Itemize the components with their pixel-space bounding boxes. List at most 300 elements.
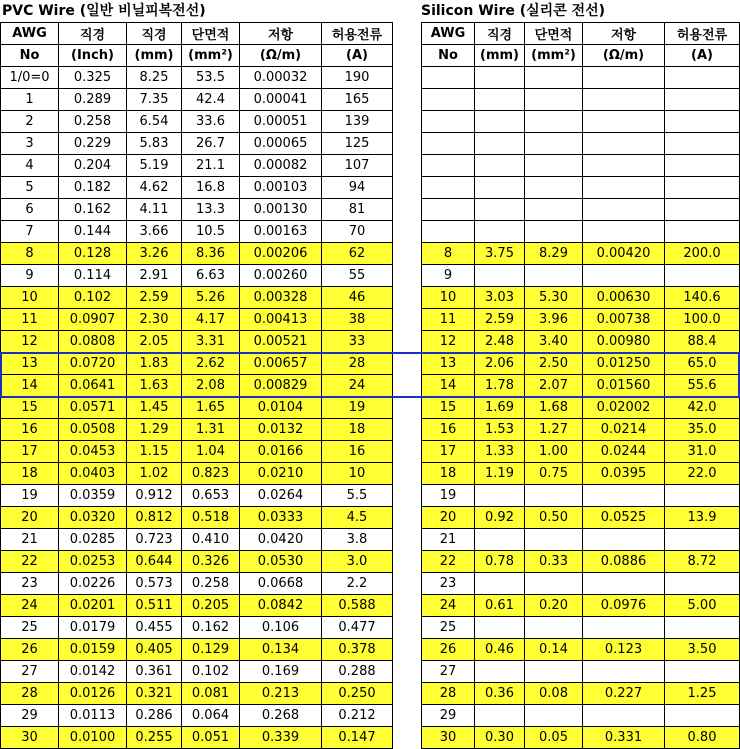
table-cell: 28 [322, 353, 393, 375]
table-cell [665, 133, 740, 155]
table-cell [665, 705, 740, 727]
table-cell: 100.0 [665, 309, 740, 331]
table-cell: 0.823 [182, 463, 240, 485]
table-cell [475, 221, 525, 243]
table-cell [665, 661, 740, 683]
table-cell [583, 221, 665, 243]
table-row [422, 705, 740, 727]
table-cell: 2.48 [475, 331, 525, 353]
table-cell: 15 [422, 397, 475, 419]
table-cell: 0.0320 [59, 507, 127, 529]
table-cell: 5.00 [665, 595, 740, 617]
table-cell: 42.4 [182, 89, 240, 111]
table-row [1, 155, 393, 177]
table-cell: 24 [422, 595, 475, 617]
header-current: 허용전류 [665, 23, 740, 45]
table-cell: 125 [322, 133, 393, 155]
table-cell [422, 67, 475, 89]
table-row [422, 221, 740, 243]
header-awg-no: No [1, 45, 59, 67]
table-cell: 165 [322, 89, 393, 111]
table-cell: 3.0 [322, 551, 393, 573]
table-cell: 0.286 [127, 705, 182, 727]
table-cell: 17 [422, 441, 475, 463]
table-cell: 0.147 [322, 727, 393, 749]
table-row [1, 221, 393, 243]
table-row [422, 353, 740, 375]
table-cell: 0.102 [182, 661, 240, 683]
table-row [1, 617, 393, 639]
table-row [422, 683, 740, 705]
pvc-table-title: PVC Wire (일반 비닐피복전선) [2, 3, 206, 19]
table-row [1, 309, 393, 331]
table-cell [583, 705, 665, 727]
table-cell: 0.0530 [240, 551, 322, 573]
table-row [422, 243, 740, 265]
table-cell: 0.227 [583, 683, 665, 705]
table-cell: 6 [1, 199, 59, 221]
table-cell: 0.128 [59, 243, 127, 265]
table-cell: 0.653 [182, 485, 240, 507]
header-unit-mm2: (mm²) [525, 45, 583, 67]
table-cell: 0.0907 [59, 309, 127, 331]
table-row [1, 265, 393, 287]
table-cell [583, 133, 665, 155]
table-row [422, 287, 740, 309]
table-cell: 0.30 [475, 727, 525, 749]
header-unit-mm: (mm) [127, 45, 182, 67]
table-cell: 0.0886 [583, 551, 665, 573]
table-cell: 0.00328 [240, 287, 322, 309]
table-cell: 9 [1, 265, 59, 287]
table-cell: 11 [1, 309, 59, 331]
table-cell [525, 529, 583, 551]
table-cell: 0.0976 [583, 595, 665, 617]
table-cell: 46 [322, 287, 393, 309]
table-cell [583, 177, 665, 199]
table-cell: 3.75 [475, 243, 525, 265]
pvc-table-header [1, 23, 393, 67]
table-cell [422, 177, 475, 199]
table-cell [665, 617, 740, 639]
table-row [422, 309, 740, 331]
table-cell: 0.75 [525, 463, 583, 485]
table-cell: 0.102 [59, 287, 127, 309]
table-cell: 0.33 [525, 551, 583, 573]
table-cell: 27 [422, 661, 475, 683]
header-area: 단면적 [525, 23, 583, 45]
table-cell: 0.0244 [583, 441, 665, 463]
header-area: 단면적 [182, 23, 240, 45]
table-cell [583, 199, 665, 221]
table-cell [525, 199, 583, 221]
table-row [1, 89, 393, 111]
table-cell: 0.0226 [59, 573, 127, 595]
table-cell [665, 485, 740, 507]
table-cell: 200.0 [665, 243, 740, 265]
table-cell [475, 265, 525, 287]
table-cell: 0.00413 [240, 309, 322, 331]
table-cell: 0.02002 [583, 397, 665, 419]
table-row [422, 375, 740, 397]
table-cell: 0.0264 [240, 485, 322, 507]
table-cell: 0.0253 [59, 551, 127, 573]
table-row [422, 507, 740, 529]
table-cell: 0.00980 [583, 331, 665, 353]
table-cell: 8 [1, 243, 59, 265]
table-row [1, 705, 393, 727]
table-row [1, 331, 393, 353]
table-row [1, 67, 393, 89]
table-cell: 29 [422, 705, 475, 727]
table-row [1, 419, 393, 441]
table-cell: 0.0395 [583, 463, 665, 485]
table-cell: 10.5 [182, 221, 240, 243]
table-cell: 0.912 [127, 485, 182, 507]
table-cell: 1/0=0 [1, 67, 59, 89]
header-unit-amp: (A) [665, 45, 740, 67]
table-row [422, 529, 740, 551]
table-cell [475, 485, 525, 507]
table-cell: 6.54 [127, 111, 182, 133]
table-cell: 10 [1, 287, 59, 309]
table-cell: 3.96 [525, 309, 583, 331]
table-cell: 3 [1, 133, 59, 155]
table-cell: 30 [422, 727, 475, 749]
table-cell: 1.25 [665, 683, 740, 705]
table-cell: 0.0808 [59, 331, 127, 353]
table-cell: 8.25 [127, 67, 182, 89]
table-cell [525, 573, 583, 595]
table-cell: 0.00032 [240, 67, 322, 89]
table-cell: 0.0100 [59, 727, 127, 749]
header-resistance: 저항 [583, 23, 665, 45]
table-cell: 0.0104 [240, 397, 322, 419]
table-cell: 0.288 [322, 661, 393, 683]
table-cell: 20 [1, 507, 59, 529]
table-cell: 0.0571 [59, 397, 127, 419]
table-cell: 3.31 [182, 331, 240, 353]
table-row [422, 89, 740, 111]
table-cell: 0.0142 [59, 661, 127, 683]
table-cell: 33.6 [182, 111, 240, 133]
header-awg-no: No [422, 45, 475, 67]
table-cell [475, 67, 525, 89]
table-cell: 21.1 [182, 155, 240, 177]
table-cell: 26 [422, 639, 475, 661]
table-cell: 0.0453 [59, 441, 127, 463]
table-cell [665, 67, 740, 89]
table-cell [475, 617, 525, 639]
table-cell: 4.11 [127, 199, 182, 221]
table-cell: 1.00 [525, 441, 583, 463]
table-cell: 0.378 [322, 639, 393, 661]
table-cell: 5.83 [127, 133, 182, 155]
table-cell: 11 [422, 309, 475, 331]
table-cell: 2.59 [475, 309, 525, 331]
table-cell: 0.00829 [240, 375, 322, 397]
table-cell: 0.0420 [240, 529, 322, 551]
table-cell: 55 [322, 265, 393, 287]
table-cell: 0.723 [127, 529, 182, 551]
table-cell: 5.5 [322, 485, 393, 507]
table-cell [583, 573, 665, 595]
table-cell: 0.0508 [59, 419, 127, 441]
table-cell: 0.289 [59, 89, 127, 111]
table-cell [665, 111, 740, 133]
table-cell: 0.321 [127, 683, 182, 705]
table-cell: 25 [422, 617, 475, 639]
table-cell [665, 199, 740, 221]
table-row [422, 111, 740, 133]
table-cell [583, 155, 665, 177]
table-cell: 0.129 [182, 639, 240, 661]
table-cell [665, 265, 740, 287]
header-awg: AWG [422, 23, 475, 45]
table-cell: 0.064 [182, 705, 240, 727]
table-row [422, 485, 740, 507]
table-cell: 2.91 [127, 265, 182, 287]
header-row-bottom [1, 45, 393, 67]
table-cell: 18 [1, 463, 59, 485]
table-cell [475, 177, 525, 199]
table-cell: 12 [422, 331, 475, 353]
table-cell: 21 [422, 529, 475, 551]
table-row [1, 243, 393, 265]
table-row [1, 287, 393, 309]
table-cell [475, 573, 525, 595]
table-cell [525, 221, 583, 243]
table-cell: 13 [422, 353, 475, 375]
table-cell: 0.00041 [240, 89, 322, 111]
table-row [1, 507, 393, 529]
table-cell: 0.588 [322, 595, 393, 617]
table-cell: 2.50 [525, 353, 583, 375]
table-cell: 12 [1, 331, 59, 353]
table-cell: 3.03 [475, 287, 525, 309]
table-cell: 2.59 [127, 287, 182, 309]
table-cell [525, 485, 583, 507]
table-cell: 107 [322, 155, 393, 177]
table-row [422, 661, 740, 683]
table-cell [422, 221, 475, 243]
table-cell: 1.83 [127, 353, 182, 375]
table-cell: 62 [322, 243, 393, 265]
table-cell: 14 [1, 375, 59, 397]
table-cell: 2.07 [525, 375, 583, 397]
table-cell: 0.00657 [240, 353, 322, 375]
header-unit-ohm-m: (Ω/m) [240, 45, 322, 67]
table-cell: 0.14 [525, 639, 583, 661]
table-cell: 0.205 [182, 595, 240, 617]
table-row [1, 529, 393, 551]
table-cell: 2.08 [182, 375, 240, 397]
table-row [422, 177, 740, 199]
table-cell: 8.29 [525, 243, 583, 265]
table-cell: 5.30 [525, 287, 583, 309]
table-cell: 0.05 [525, 727, 583, 749]
table-cell: 4.5 [322, 507, 393, 529]
table-cell: 0.182 [59, 177, 127, 199]
table-cell: 0.78 [475, 551, 525, 573]
table-cell: 35.0 [665, 419, 740, 441]
header-unit-mm: (mm) [475, 45, 525, 67]
header-current: 허용전류 [322, 23, 393, 45]
table-cell: 0.61 [475, 595, 525, 617]
table-cell: 0.405 [127, 639, 182, 661]
table-cell: 3.8 [322, 529, 393, 551]
table-cell: 0.20 [525, 595, 583, 617]
table-cell: 0.01560 [583, 375, 665, 397]
table-cell: 2.05 [127, 331, 182, 353]
table-cell: 0.326 [182, 551, 240, 573]
table-cell: 15 [1, 397, 59, 419]
table-row [422, 133, 740, 155]
table-cell: 0.361 [127, 661, 182, 683]
table-row [1, 199, 393, 221]
table-cell [583, 661, 665, 683]
table-cell: 0.162 [182, 617, 240, 639]
table-cell [583, 89, 665, 111]
table-cell: 1.29 [127, 419, 182, 441]
table-cell [665, 529, 740, 551]
table-cell: 22 [422, 551, 475, 573]
table-cell: 0.00051 [240, 111, 322, 133]
table-cell: 24 [322, 375, 393, 397]
table-cell: 19 [422, 485, 475, 507]
table-row [1, 375, 393, 397]
table-cell: 1.04 [182, 441, 240, 463]
table-cell: 8.72 [665, 551, 740, 573]
table-cell: 28 [422, 683, 475, 705]
table-row [422, 595, 740, 617]
header-unit-amp: (A) [322, 45, 393, 67]
table-cell: 0.339 [240, 727, 322, 749]
table-cell: 23 [1, 573, 59, 595]
table-cell: 140.6 [665, 287, 740, 309]
table-row [422, 331, 740, 353]
table-cell: 0.410 [182, 529, 240, 551]
header-row-top [1, 23, 393, 45]
table-row [422, 155, 740, 177]
table-cell: 18 [422, 463, 475, 485]
table-cell: 1.45 [127, 397, 182, 419]
table-row [1, 441, 393, 463]
silicon-table-title: Silicon Wire (실리콘 전선) [421, 3, 606, 19]
table-cell: 0.0403 [59, 463, 127, 485]
table-cell: 0.114 [59, 265, 127, 287]
table-cell: 139 [322, 111, 393, 133]
table-cell: 1.53 [475, 419, 525, 441]
table-cell: 0.258 [59, 111, 127, 133]
table-cell: 0.229 [59, 133, 127, 155]
table-cell: 2.62 [182, 353, 240, 375]
table-cell: 23 [422, 573, 475, 595]
table-cell: 0.0132 [240, 419, 322, 441]
table-cell [475, 199, 525, 221]
silicon-wire-table [421, 22, 740, 749]
table-cell [525, 111, 583, 133]
table-cell: 0.00521 [240, 331, 322, 353]
table-row [1, 639, 393, 661]
table-cell: 0.0333 [240, 507, 322, 529]
table-cell: 16 [1, 419, 59, 441]
table-cell: 0.644 [127, 551, 182, 573]
table-cell [525, 177, 583, 199]
table-cell: 0.106 [240, 617, 322, 639]
table-cell [422, 111, 475, 133]
table-cell: 0.204 [59, 155, 127, 177]
table-cell [665, 89, 740, 111]
table-cell: 0.00163 [240, 221, 322, 243]
table-cell: 0.331 [583, 727, 665, 749]
table-cell [665, 221, 740, 243]
table-cell: 190 [322, 67, 393, 89]
table-cell: 26 [1, 639, 59, 661]
table-cell: 24 [1, 595, 59, 617]
table-cell: 0.812 [127, 507, 182, 529]
table-cell: 0.169 [240, 661, 322, 683]
table-cell: 1.69 [475, 397, 525, 419]
table-cell: 1.27 [525, 419, 583, 441]
table-row [422, 463, 740, 485]
table-cell [583, 529, 665, 551]
table-cell: 3.40 [525, 331, 583, 353]
table-cell: 5.26 [182, 287, 240, 309]
silicon-table-header [422, 23, 740, 67]
table-cell: 0.00103 [240, 177, 322, 199]
table-cell: 0.0179 [59, 617, 127, 639]
table-cell [422, 155, 475, 177]
table-cell [475, 111, 525, 133]
table-cell: 0.0113 [59, 705, 127, 727]
header-awg: AWG [1, 23, 59, 45]
pvc-wire-table [0, 22, 393, 749]
table-cell: 0.50 [525, 507, 583, 529]
table-cell: 1.31 [182, 419, 240, 441]
table-cell: 6.63 [182, 265, 240, 287]
table-cell: 17 [1, 441, 59, 463]
table-cell [525, 67, 583, 89]
table-cell: 33 [322, 331, 393, 353]
table-cell: 16 [322, 441, 393, 463]
table-cell: 0.0166 [240, 441, 322, 463]
table-cell: 1.78 [475, 375, 525, 397]
table-cell [475, 661, 525, 683]
table-cell: 4 [1, 155, 59, 177]
header-unit-mm2: (mm²) [182, 45, 240, 67]
table-cell: 0.0641 [59, 375, 127, 397]
table-cell: 0.0214 [583, 419, 665, 441]
table-cell: 4.17 [182, 309, 240, 331]
table-cell: 0.134 [240, 639, 322, 661]
table-cell: 1.68 [525, 397, 583, 419]
table-cell [422, 133, 475, 155]
table-cell: 0.0159 [59, 639, 127, 661]
table-cell [422, 89, 475, 111]
table-cell: 0.01250 [583, 353, 665, 375]
table-cell: 70 [322, 221, 393, 243]
table-cell: 55.6 [665, 375, 740, 397]
table-cell: 5 [1, 177, 59, 199]
table-row [422, 727, 740, 749]
table-cell: 19 [1, 485, 59, 507]
table-cell: 1.19 [475, 463, 525, 485]
header-row-top [422, 23, 740, 45]
header-row-bottom [422, 45, 740, 67]
table-cell [475, 89, 525, 111]
table-cell: 0.268 [240, 705, 322, 727]
